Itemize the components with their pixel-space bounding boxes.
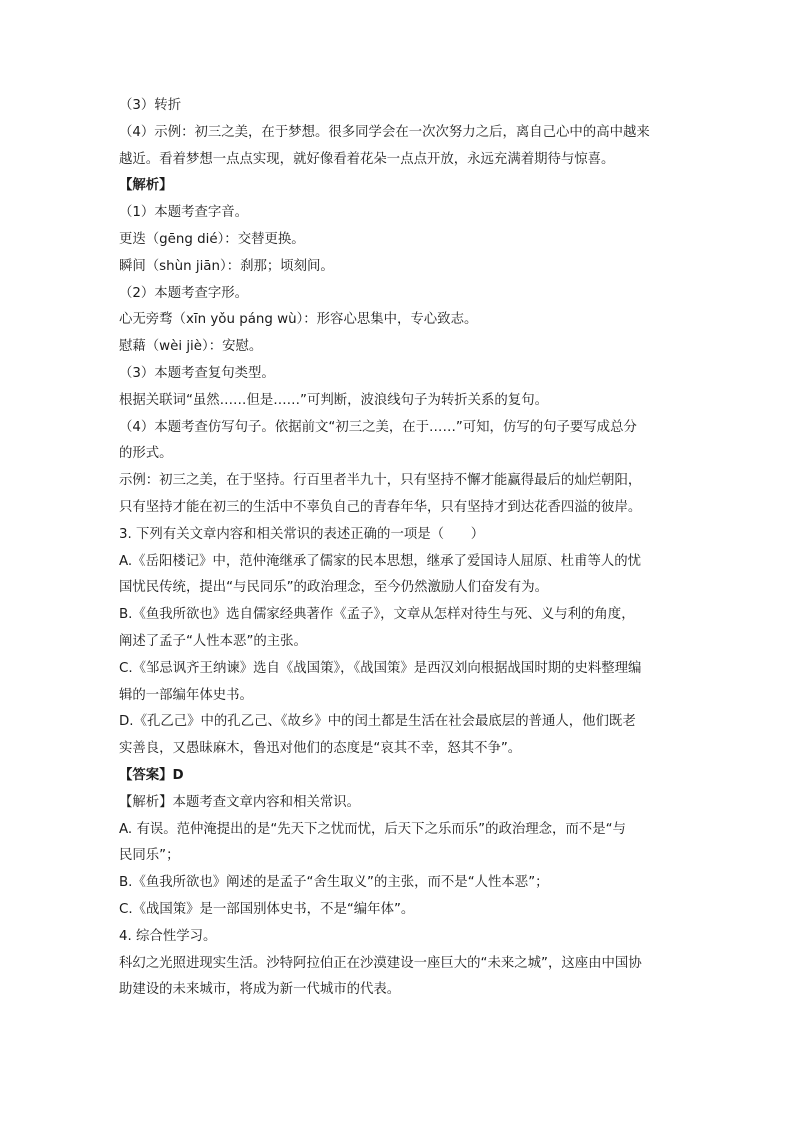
document-body <box>119 93 679 1004</box>
text-line: C.《战国策》是一部国别体史书，不是“编年体”。 <box>119 901 415 917</box>
text-line: （4）示例：初三之美，在于梦想。很多同学会在一次次努力之后，离自己心中的高中越来 <box>119 124 650 140</box>
text-line: 瞬间（shùn jiān）：刹那；顷刻间。 <box>119 258 334 274</box>
text-line: 国忧民传统，提出“与民同乐”的政治理念，至今仍然激励人们奋发有为。 <box>119 580 548 596</box>
text-line: 根据关联词“虽然……但是……”可判断，波浪线句子为转折关系的复句。 <box>119 392 548 408</box>
text-line: （2）本题考查字形。 <box>119 285 249 301</box>
text-line: 越近。看着梦想一点点实现，就好像看着花朵一点点开放，永远充满着期待与惊喜。 <box>119 151 615 167</box>
text-line: A.《岳阳楼记》中，范仲淹继承了儒家的民本思想，继承了爱国诗人屈原、杜甫等人的忧 <box>119 553 642 569</box>
text-line: 【答案】D <box>119 767 184 783</box>
text-line: （1）本题考查字音。 <box>119 205 249 221</box>
text-line: B.《鱼我所欲也》选自儒家经典著作《孟子》，文章从怎样对待生与死、义与利的角度， <box>119 607 635 623</box>
text-line: 【解析】本题考查文章内容和相关常识。 <box>119 794 361 810</box>
text-line: C.《邹忌讽齐王纳谏》选自《战国策》，《战国策》是西汉刘向根据战国时期的史料整理编 <box>119 660 642 676</box>
text-line: B.《鱼我所欲也》阐述的是孟子“舍生取义”的主张，而不是“人性本恶”； <box>119 875 549 891</box>
text-line: 【解析】 <box>119 178 173 194</box>
text-line: （3）本题考查复句类型。 <box>119 365 275 381</box>
text-line: A. 有误。范仲淹提出的是“先天下之忧而忧，后天下之乐而乐”的政治理念，而不是“与 <box>119 821 626 837</box>
text-line: 只有坚持才能在初三的生活中不辜负自己的青春年华，只有坚持才到达花香四溢的彼岸。 <box>119 499 642 515</box>
text-line: 科幻之光照进现实生活。沙特阿拉伯正在沙漠建设一座巨大的“未来之城”，这座由中国协 <box>119 955 642 971</box>
text-line: 的形式。 <box>119 446 173 462</box>
text-line: 示例：初三之美，在于坚持。行百里者半九十，只有坚持不懈才能赢得最后的灿烂朝阳， <box>119 473 642 489</box>
text-line: 慰藉（wèi jiè）：安慰。 <box>119 339 263 355</box>
text-line: 更迭（gēng dié）：交替更换。 <box>119 231 305 247</box>
text-line: （4）本题考查仿写句子。依据前文“初三之美，在于……”可知，仿写的句子要写成总分 <box>119 419 637 435</box>
text-line: 4. 综合性学习。 <box>119 928 217 944</box>
text-line: 实善良，又愚昧麻木，鲁迅对他们的态度是“哀其不幸，怒其不争”。 <box>119 741 522 757</box>
text-line: 民同乐”； <box>119 848 180 864</box>
text-line: 辑的一部编年体史书。 <box>119 687 253 703</box>
text-line: D.《孔乙己》中的孔乙己、《故乡》中的闰土都是生活在社会最底层的普通人，他们既老 <box>119 714 636 730</box>
text-line: 阐述了孟子“人性本恶”的主张。 <box>119 633 307 649</box>
text-line: 3. 下列有关文章内容和相关常识的表述正确的一项是（ ） <box>119 526 485 542</box>
text-line: （3）转折 <box>119 98 182 113</box>
text-line: 助建设的未来城市，将成为新一代城市的代表。 <box>119 982 401 998</box>
text-line: 心无旁骛（xīn yǒu páng wù）：形容心思集中，专心致志。 <box>119 312 478 328</box>
